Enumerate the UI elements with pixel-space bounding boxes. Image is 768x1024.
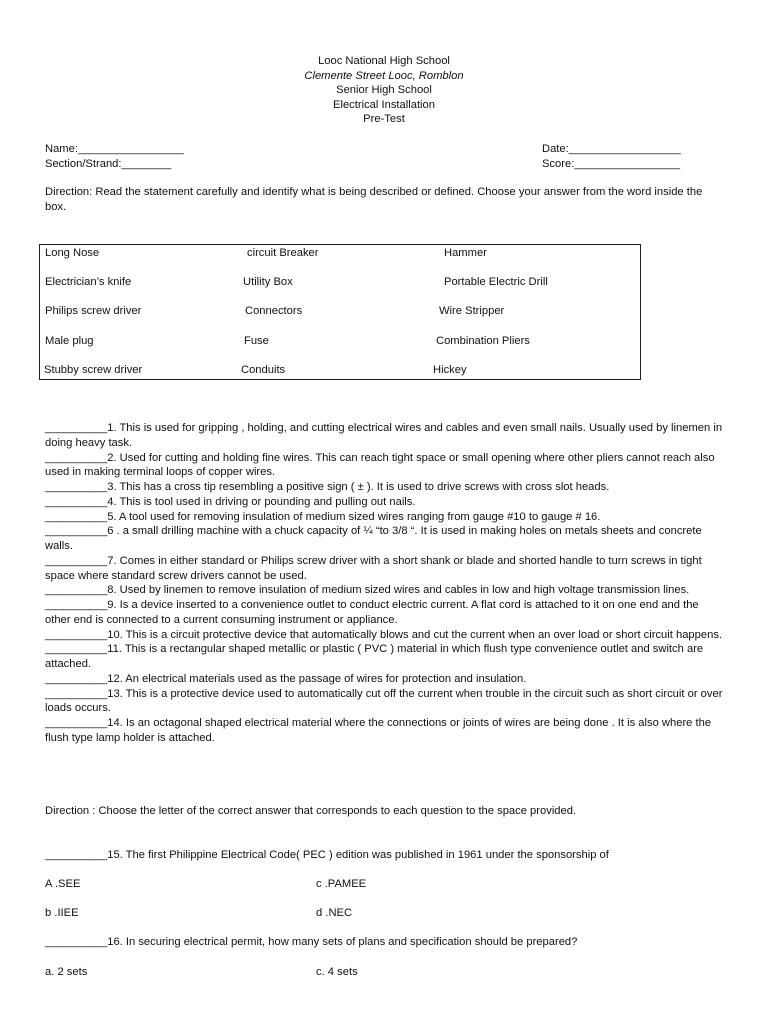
question-item-9: __________9. Is a device inserted to a convenience outlet to conduct electric current. A flat cord is attached to it on one end and the other end is connected to a current consuming instrument or appliance. bbox=[45, 599, 699, 626]
name-field[interactable]: Name:_________________ bbox=[45, 143, 184, 155]
school-name: Looc National High School bbox=[318, 55, 450, 67]
identification-items bbox=[45, 421, 725, 746]
question-item-2: __________2. Used for cutting and holding fine wires. This can reach tight space or small opening where other pliers cannot reach also used in making terminal loops of copper wires. bbox=[45, 451, 715, 479]
direction-identification: Direction: Read the statement carefully and identify what is being described or defined. Choose your answer from the word inside the box. bbox=[45, 186, 703, 213]
subject-title: Electrical Installation bbox=[333, 98, 435, 111]
question-item-12: __________12. An electrical materials used as the passage of wires for protection and insulation. bbox=[45, 672, 527, 685]
q15-choice-d: d .NEC bbox=[316, 907, 353, 919]
score-field[interactable]: Score:_________________ bbox=[542, 158, 681, 170]
q15-choice-b: b .IIEE bbox=[45, 907, 79, 919]
word-box-item: Electrician’s knife bbox=[45, 276, 132, 288]
question-item-14: __________14. Is an octagonal shaped electrical material where the connections or joints of wires are being done . It is also where the flush type lamp holder is attached. bbox=[45, 717, 712, 744]
word-box-item: Wire Stripper bbox=[439, 305, 505, 317]
question-item-7: __________7. Comes in either standard or Philips screw driver with a short shank or blade and shorted handle to turn screws in tight space where standard screw drivers cannot be used. bbox=[45, 554, 702, 582]
word-box-item: Hammer bbox=[444, 247, 487, 259]
word-box-item: Male plug bbox=[45, 335, 94, 347]
word-box-item: Utility Box bbox=[243, 276, 293, 288]
word-box-item: Long Nose bbox=[45, 247, 100, 259]
word-box-item: Combination Pliers bbox=[436, 335, 530, 347]
question-item-1: __________1. This is used for gripping , holding, and cutting electrical wires and cables and even small nails. Usually used by linemen in doing heavy task. bbox=[45, 422, 723, 449]
direction-multiple-choice: Direction : Choose the letter of the correct answer that corresponds to each question to the space provided. bbox=[45, 805, 577, 817]
date-field[interactable]: Date:__________________ bbox=[542, 143, 681, 155]
word-box-item: Fuse bbox=[244, 335, 269, 347]
q16-choice-a: a. 2 sets bbox=[45, 966, 88, 978]
q16-choice-c: c. 4 sets bbox=[316, 966, 358, 978]
question-item-13: __________13. This is a protective device used to automatically cut off the current when trouble in the circuit such as short circuit or over loads occurs. bbox=[45, 687, 723, 715]
question-item-10: __________10. This is a circuit protective device that automatically blows and cut the current when an over load or short circuit happens. bbox=[45, 628, 723, 641]
test-title: Pre-Test bbox=[363, 113, 405, 125]
question-15: __________15. The first Philippine Electrical Code( PEC ) edition was published in 1961 under the sponsorship of bbox=[45, 849, 609, 861]
q15-choice-c: c .PAMEE bbox=[316, 878, 367, 890]
question-item-3: __________3. This has a cross tip resembling a positive sign ( ± ). It is used to drive screws with cross slot heads. bbox=[45, 481, 610, 493]
word-box-item: Conduits bbox=[241, 364, 286, 376]
word-box-item: Portable Electric Drill bbox=[444, 276, 548, 288]
document-header bbox=[0, 54, 768, 127]
question-item-8: __________8. Used by linemen to remove insulation of medium sized wires and cables in low and high voltage transmission lines. bbox=[45, 584, 690, 597]
question-item-11: __________11. This is a rectangular shaped metallic or plastic ( PVC ) material in which flush type convenience outlet and switch are attached. bbox=[45, 643, 704, 670]
word-box-item: Stubby screw driver bbox=[44, 364, 143, 376]
word-box-item: Connectors bbox=[245, 305, 303, 317]
q15-choice-a: A .SEE bbox=[45, 878, 81, 890]
school-address: Clemente Street Looc, Romblon bbox=[304, 69, 464, 82]
question-16: __________16. In securing electrical permit, how many sets of plans and specification should be prepared? bbox=[45, 936, 578, 948]
question-item-6: __________6 . a small drilling machine with a chuck capacity of ¼ “to 3/8 “. It is used in making holes on metals sheets and concrete walls. bbox=[45, 525, 702, 552]
word-box bbox=[39, 244, 641, 380]
word-box-item: circuit Breaker bbox=[247, 247, 319, 259]
word-box-item: Philips screw driver bbox=[45, 305, 142, 317]
word-box-item: Hickey bbox=[433, 364, 467, 376]
section-field[interactable]: Section/Strand:________ bbox=[45, 158, 172, 170]
school-level: Senior High School bbox=[336, 84, 432, 96]
question-item-4: __________4. This is tool used in driving or pounding and pulling out nails. bbox=[45, 495, 416, 508]
question-item-5: __________5. A tool used for removing insulation of medium sized wires ranging from gauge #10 to gauge # 16. bbox=[45, 510, 601, 523]
